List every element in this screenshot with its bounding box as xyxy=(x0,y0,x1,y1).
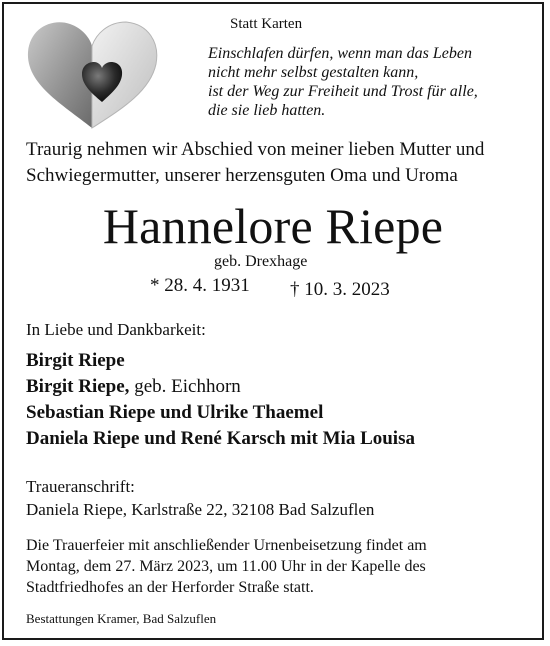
farewell-intro xyxy=(26,137,484,189)
heart-icon xyxy=(22,16,162,132)
poem-line: ist der Weg zur Freiheit und Trost für alle, xyxy=(208,83,478,100)
service-line: Stadtfriedhofes an der Herforder Straße statt. xyxy=(26,579,314,596)
mourner-name: Birgit Riepe, xyxy=(26,376,130,397)
address-label: Traueranschrift: xyxy=(26,477,135,496)
intro-line: Schwiegermutter, unserer herzensguten Oma und Uroma xyxy=(26,165,458,186)
mourners-intro: In Liebe und Dankbarkeit: xyxy=(26,320,206,339)
poem-line: nicht mehr selbst gestalten kann, xyxy=(208,64,419,81)
deceased-name: Hannelore Riepe xyxy=(102,198,444,254)
address-value: Daniela Riepe, Karlstraße 22, 32108 Bad Salzuflen xyxy=(26,500,375,519)
mourner-line xyxy=(26,374,415,400)
maiden-name: geb. Drexhage xyxy=(214,253,308,270)
mourner-line xyxy=(26,348,415,374)
statt-karten-label: Statt Karten xyxy=(230,16,303,32)
mourner-name: Sebastian Riepe und Ulrike Thaemel xyxy=(26,402,324,423)
mourner-name: Birgit Riepe xyxy=(26,350,125,371)
service-line: Montag, dem 27. März 2023, um 11.00 Uhr in der Kapelle des xyxy=(26,558,426,575)
mourner-line xyxy=(26,426,415,452)
service-info xyxy=(26,535,427,598)
mourners-list xyxy=(26,348,415,452)
mourner-line xyxy=(26,400,415,426)
poem-line: Einschlafen dürfen, wenn man das Leben xyxy=(208,45,472,62)
birth-date: * 28. 4. 1931 xyxy=(150,275,250,296)
mourner-name: Daniela Riepe und René Karsch mit Mia Louisa xyxy=(26,428,415,449)
service-line: Die Trauerfeier mit anschließender Urnenbeisetzung findet am xyxy=(26,537,427,554)
undertaker-credit: Bestattungen Kramer, Bad Salzuflen xyxy=(26,611,217,626)
death-date: † 10. 3. 2023 xyxy=(290,279,390,300)
poem-line: die sie lieb hatten. xyxy=(208,102,326,119)
poem-verse xyxy=(208,44,478,120)
mourner-suffix: geb. Eichhorn xyxy=(129,376,241,397)
intro-line: Traurig nehmen wir Abschied von meiner lieben Mutter und xyxy=(26,139,485,160)
